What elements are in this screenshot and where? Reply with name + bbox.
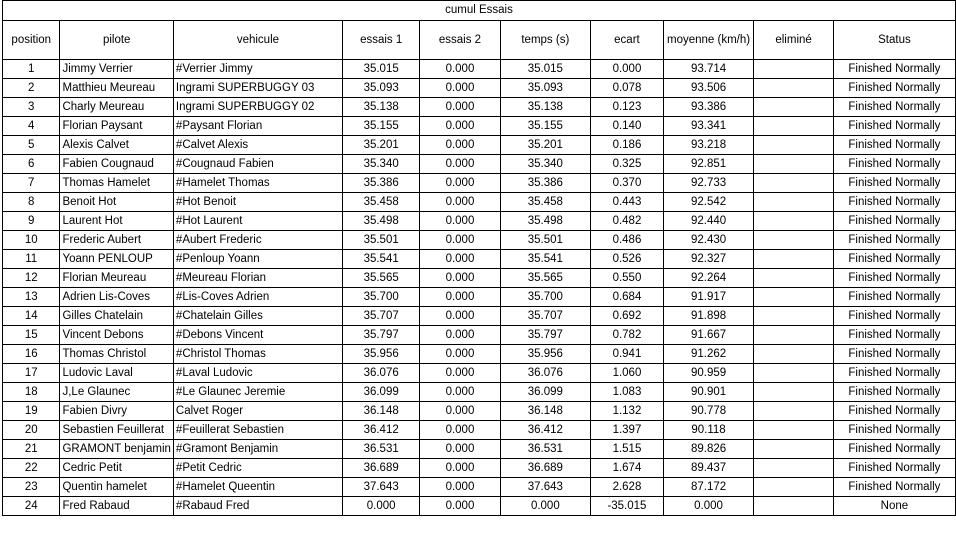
header-status: Status	[833, 21, 955, 60]
table-title: cumul Essais	[3, 1, 956, 21]
cell-essais2: 0.000	[420, 326, 500, 345]
cell-essais2: 0.000	[420, 193, 500, 212]
cell-elimine	[754, 79, 834, 98]
table-row	[3, 79, 956, 98]
cell-moyenne: 90.778	[663, 402, 754, 421]
cell-vehicule: #Gramont Benjamin	[173, 440, 342, 459]
cell-vehicule: #Christol Thomas	[173, 345, 342, 364]
header-elimine: eliminé	[754, 21, 834, 60]
cell-moyenne: 91.262	[663, 345, 754, 364]
cell-elimine	[754, 212, 834, 231]
cell-ecart: 0.000	[591, 60, 664, 79]
header-vehicule: vehicule	[173, 21, 342, 60]
cell-essais2: 0.000	[420, 269, 500, 288]
cell-essais1: 36.531	[342, 440, 419, 459]
cell-status: Finished Normally	[833, 402, 955, 421]
cell-pilote: J,Le Glaunec	[60, 383, 173, 402]
cell-pilote: Thomas Hamelet	[60, 174, 173, 193]
cell-position: 19	[3, 402, 60, 421]
cell-pilote: Jimmy Verrier	[60, 60, 173, 79]
cell-status: Finished Normally	[833, 307, 955, 326]
table-row	[3, 174, 956, 193]
cell-pilote: Alexis Calvet	[60, 136, 173, 155]
cell-moyenne: 93.218	[663, 136, 754, 155]
cell-vehicule: #Laval Ludovic	[173, 364, 342, 383]
header-temps: temps (s)	[500, 21, 591, 60]
cell-elimine	[754, 117, 834, 136]
table-row	[3, 98, 956, 117]
cell-moyenne: 92.327	[663, 250, 754, 269]
cell-essais1: 36.412	[342, 421, 419, 440]
cell-essais1: 35.458	[342, 193, 419, 212]
cell-temps: 35.956	[500, 345, 591, 364]
cell-position: 24	[3, 497, 60, 516]
cell-elimine	[754, 307, 834, 326]
cell-status: Finished Normally	[833, 212, 955, 231]
cell-pilote: Benoit Hot	[60, 193, 173, 212]
table-row	[3, 212, 956, 231]
cell-essais2: 0.000	[420, 497, 500, 516]
cell-ecart: 1.674	[591, 459, 664, 478]
cell-elimine	[754, 231, 834, 250]
cell-vehicule: #Debons Vincent	[173, 326, 342, 345]
cell-temps: 35.340	[500, 155, 591, 174]
cell-pilote: Ludovic Laval	[60, 364, 173, 383]
cell-status: Finished Normally	[833, 326, 955, 345]
cell-moyenne: 90.901	[663, 383, 754, 402]
cell-ecart: 0.782	[591, 326, 664, 345]
cell-essais1: 36.148	[342, 402, 419, 421]
cell-elimine	[754, 288, 834, 307]
cell-essais1: 35.541	[342, 250, 419, 269]
cell-moyenne: 87.172	[663, 478, 754, 497]
cell-pilote: Fabien Divry	[60, 402, 173, 421]
cell-essais2: 0.000	[420, 459, 500, 478]
cell-vehicule: #Feuillerat Sebastien	[173, 421, 342, 440]
cell-ecart: 0.140	[591, 117, 664, 136]
cell-elimine	[754, 459, 834, 478]
cell-vehicule: Calvet Roger	[173, 402, 342, 421]
cell-essais1: 35.093	[342, 79, 419, 98]
cell-temps: 36.148	[500, 402, 591, 421]
cell-temps: 0.000	[500, 497, 591, 516]
cell-essais1: 35.565	[342, 269, 419, 288]
cell-moyenne: 92.851	[663, 155, 754, 174]
header-essais2: essais 2	[420, 21, 500, 60]
cell-status: Finished Normally	[833, 117, 955, 136]
cell-vehicule: #Cougnaud Fabien	[173, 155, 342, 174]
cell-elimine	[754, 136, 834, 155]
cell-essais2: 0.000	[420, 478, 500, 497]
cell-moyenne: 91.667	[663, 326, 754, 345]
cell-moyenne: 0.000	[663, 497, 754, 516]
cell-position: 18	[3, 383, 60, 402]
cell-ecart: 1.397	[591, 421, 664, 440]
cell-essais2: 0.000	[420, 60, 500, 79]
cell-status: Finished Normally	[833, 250, 955, 269]
cell-temps: 35.565	[500, 269, 591, 288]
cell-elimine	[754, 60, 834, 79]
table-row	[3, 440, 956, 459]
cell-temps: 35.155	[500, 117, 591, 136]
cell-vehicule: #Aubert Frederic	[173, 231, 342, 250]
cell-essais2: 0.000	[420, 212, 500, 231]
cell-temps: 35.458	[500, 193, 591, 212]
cell-position: 13	[3, 288, 60, 307]
cell-position: 21	[3, 440, 60, 459]
cell-ecart: 0.482	[591, 212, 664, 231]
cell-temps: 36.412	[500, 421, 591, 440]
cell-status: Finished Normally	[833, 288, 955, 307]
table-row	[3, 117, 956, 136]
cell-moyenne: 92.264	[663, 269, 754, 288]
cell-vehicule: #Calvet Alexis	[173, 136, 342, 155]
header-position: position	[3, 21, 60, 60]
cell-status: Finished Normally	[833, 98, 955, 117]
cell-elimine	[754, 421, 834, 440]
cell-elimine	[754, 250, 834, 269]
cell-temps: 35.501	[500, 231, 591, 250]
cell-pilote: Fred Rabaud	[60, 497, 173, 516]
cell-status: Finished Normally	[833, 421, 955, 440]
cell-temps: 35.797	[500, 326, 591, 345]
cell-temps: 35.707	[500, 307, 591, 326]
cell-status: Finished Normally	[833, 269, 955, 288]
header-essais1: essais 1	[342, 21, 419, 60]
cell-essais1: 35.700	[342, 288, 419, 307]
table-row	[3, 364, 956, 383]
cell-temps: 37.643	[500, 478, 591, 497]
cell-moyenne: 92.542	[663, 193, 754, 212]
cell-elimine	[754, 364, 834, 383]
cell-essais1: 35.956	[342, 345, 419, 364]
cell-essais1: 0.000	[342, 497, 419, 516]
cell-ecart: 0.123	[591, 98, 664, 117]
cell-elimine	[754, 497, 834, 516]
cell-elimine	[754, 326, 834, 345]
cell-status: Finished Normally	[833, 174, 955, 193]
table-row	[3, 60, 956, 79]
cell-moyenne: 90.959	[663, 364, 754, 383]
cell-essais1: 35.498	[342, 212, 419, 231]
cell-essais2: 0.000	[420, 421, 500, 440]
cell-moyenne: 92.430	[663, 231, 754, 250]
cell-ecart: 0.486	[591, 231, 664, 250]
cell-pilote: Yoann PENLOUP	[60, 250, 173, 269]
cell-essais2: 0.000	[420, 383, 500, 402]
cell-moyenne: 89.437	[663, 459, 754, 478]
cell-position: 12	[3, 269, 60, 288]
cell-essais2: 0.000	[420, 402, 500, 421]
cell-position: 14	[3, 307, 60, 326]
cell-essais1: 35.797	[342, 326, 419, 345]
cell-pilote: Cedric Petit	[60, 459, 173, 478]
cell-essais2: 0.000	[420, 155, 500, 174]
header-pilote: pilote	[60, 21, 173, 60]
cell-position: 15	[3, 326, 60, 345]
cell-pilote: Fabien Cougnaud	[60, 155, 173, 174]
cell-vehicule: #Paysant Florian	[173, 117, 342, 136]
cell-essais1: 36.099	[342, 383, 419, 402]
cell-essais2: 0.000	[420, 98, 500, 117]
cell-position: 3	[3, 98, 60, 117]
cell-vehicule: Ingrami SUPERBUGGY 03	[173, 79, 342, 98]
cell-ecart: 2.628	[591, 478, 664, 497]
cell-position: 4	[3, 117, 60, 136]
cell-ecart: 1.515	[591, 440, 664, 459]
table-row	[3, 269, 956, 288]
cell-pilote: Quentin hamelet	[60, 478, 173, 497]
cell-position: 10	[3, 231, 60, 250]
cell-pilote: Frederic Aubert	[60, 231, 173, 250]
cell-essais1: 36.689	[342, 459, 419, 478]
cell-moyenne: 91.898	[663, 307, 754, 326]
cell-status: Finished Normally	[833, 383, 955, 402]
cell-moyenne: 93.341	[663, 117, 754, 136]
cell-position: 11	[3, 250, 60, 269]
cell-essais2: 0.000	[420, 136, 500, 155]
cell-vehicule: #Penloup Yoann	[173, 250, 342, 269]
cell-essais1: 35.201	[342, 136, 419, 155]
cell-ecart: 0.692	[591, 307, 664, 326]
table-row	[3, 307, 956, 326]
cell-pilote: Florian Paysant	[60, 117, 173, 136]
cell-ecart: 0.684	[591, 288, 664, 307]
results-table	[2, 0, 956, 516]
cell-position: 6	[3, 155, 60, 174]
cell-position: 17	[3, 364, 60, 383]
cell-pilote: GRAMONT benjamin	[60, 440, 173, 459]
table-row	[3, 136, 956, 155]
cell-essais1: 35.155	[342, 117, 419, 136]
cell-vehicule: #Hot Benoit	[173, 193, 342, 212]
cell-position: 5	[3, 136, 60, 155]
cell-essais1: 35.015	[342, 60, 419, 79]
cell-vehicule: #Hot Laurent	[173, 212, 342, 231]
cell-status: Finished Normally	[833, 155, 955, 174]
cell-position: 7	[3, 174, 60, 193]
cell-position: 16	[3, 345, 60, 364]
cell-ecart: 1.132	[591, 402, 664, 421]
cell-pilote: Gilles Chatelain	[60, 307, 173, 326]
cell-moyenne: 92.440	[663, 212, 754, 231]
cell-vehicule: #Rabaud Fred	[173, 497, 342, 516]
cell-ecart: 1.060	[591, 364, 664, 383]
cell-position: 20	[3, 421, 60, 440]
cell-status: Finished Normally	[833, 440, 955, 459]
cell-essais2: 0.000	[420, 307, 500, 326]
cell-pilote: Florian Meureau	[60, 269, 173, 288]
cell-moyenne: 93.714	[663, 60, 754, 79]
cell-ecart: -35.015	[591, 497, 664, 516]
cell-ecart: 0.325	[591, 155, 664, 174]
cell-vehicule: #Lis-Coves Adrien	[173, 288, 342, 307]
cell-essais2: 0.000	[420, 79, 500, 98]
table-row	[3, 326, 956, 345]
cell-temps: 35.138	[500, 98, 591, 117]
cell-essais2: 0.000	[420, 174, 500, 193]
cell-elimine	[754, 193, 834, 212]
cell-essais1: 35.138	[342, 98, 419, 117]
cell-ecart: 0.370	[591, 174, 664, 193]
cell-essais2: 0.000	[420, 288, 500, 307]
cell-elimine	[754, 98, 834, 117]
cell-pilote: Sebastien Feuillerat	[60, 421, 173, 440]
cell-temps: 35.201	[500, 136, 591, 155]
cell-temps: 35.700	[500, 288, 591, 307]
cell-vehicule: #Hamelet Thomas	[173, 174, 342, 193]
cell-vehicule: #Chatelain Gilles	[173, 307, 342, 326]
table-row	[3, 459, 956, 478]
cell-ecart: 0.526	[591, 250, 664, 269]
cell-pilote: Adrien Lis-Coves	[60, 288, 173, 307]
cell-pilote: Laurent Hot	[60, 212, 173, 231]
cell-position: 22	[3, 459, 60, 478]
table-row	[3, 478, 956, 497]
cell-position: 1	[3, 60, 60, 79]
cell-position: 9	[3, 212, 60, 231]
cell-moyenne: 93.506	[663, 79, 754, 98]
cell-ecart: 0.078	[591, 79, 664, 98]
cell-status: Finished Normally	[833, 60, 955, 79]
cell-temps: 35.093	[500, 79, 591, 98]
cell-status: Finished Normally	[833, 364, 955, 383]
cell-pilote: Charly Meureau	[60, 98, 173, 117]
cell-status: Finished Normally	[833, 478, 955, 497]
cell-pilote: Thomas Christol	[60, 345, 173, 364]
cell-essais2: 0.000	[420, 345, 500, 364]
cell-vehicule: #Verrier Jimmy	[173, 60, 342, 79]
cell-moyenne: 91.917	[663, 288, 754, 307]
table-body	[3, 60, 956, 516]
table-row	[3, 231, 956, 250]
table-row	[3, 497, 956, 516]
cell-position: 2	[3, 79, 60, 98]
cell-temps: 36.531	[500, 440, 591, 459]
cell-essais1: 35.707	[342, 307, 419, 326]
cell-temps: 35.015	[500, 60, 591, 79]
cell-status: Finished Normally	[833, 345, 955, 364]
cell-vehicule: #Le Glaunec Jeremie	[173, 383, 342, 402]
cell-essais1: 35.501	[342, 231, 419, 250]
table-row	[3, 402, 956, 421]
cell-elimine	[754, 174, 834, 193]
cell-temps: 36.689	[500, 459, 591, 478]
table-row	[3, 250, 956, 269]
cell-elimine	[754, 269, 834, 288]
cell-position: 23	[3, 478, 60, 497]
table-row	[3, 193, 956, 212]
cell-vehicule: #Petit Cedric	[173, 459, 342, 478]
cell-ecart: 1.083	[591, 383, 664, 402]
cell-status: Finished Normally	[833, 79, 955, 98]
cell-essais1: 35.340	[342, 155, 419, 174]
cell-elimine	[754, 440, 834, 459]
cell-essais2: 0.000	[420, 231, 500, 250]
cell-moyenne: 92.733	[663, 174, 754, 193]
cell-status: Finished Normally	[833, 459, 955, 478]
cell-vehicule: #Meureau Florian	[173, 269, 342, 288]
cell-ecart: 0.443	[591, 193, 664, 212]
cell-essais1: 37.643	[342, 478, 419, 497]
cell-temps: 35.386	[500, 174, 591, 193]
table-row	[3, 345, 956, 364]
cell-temps: 35.541	[500, 250, 591, 269]
cell-pilote: Vincent Debons	[60, 326, 173, 345]
cell-pilote: Matthieu Meureau	[60, 79, 173, 98]
cell-vehicule: #Hamelet Queentin	[173, 478, 342, 497]
cell-status: Finished Normally	[833, 193, 955, 212]
cell-elimine	[754, 155, 834, 174]
cell-elimine	[754, 383, 834, 402]
table-row	[3, 288, 956, 307]
table-row	[3, 383, 956, 402]
cell-ecart: 0.550	[591, 269, 664, 288]
cell-moyenne: 93.386	[663, 98, 754, 117]
cell-vehicule: Ingrami SUPERBUGGY 02	[173, 98, 342, 117]
cell-temps: 36.099	[500, 383, 591, 402]
cell-essais1: 35.386	[342, 174, 419, 193]
cell-temps: 35.498	[500, 212, 591, 231]
cell-elimine	[754, 345, 834, 364]
cell-essais2: 0.000	[420, 117, 500, 136]
cell-moyenne: 90.118	[663, 421, 754, 440]
cell-essais2: 0.000	[420, 440, 500, 459]
cell-status: None	[833, 497, 955, 516]
header-ecart: ecart	[591, 21, 664, 60]
cell-elimine	[754, 478, 834, 497]
header-moyenne: moyenne (km/h)	[663, 21, 754, 60]
cell-status: Finished Normally	[833, 136, 955, 155]
cell-elimine	[754, 402, 834, 421]
cell-essais2: 0.000	[420, 250, 500, 269]
cell-moyenne: 89.826	[663, 440, 754, 459]
cell-position: 8	[3, 193, 60, 212]
table-row	[3, 421, 956, 440]
cell-essais2: 0.000	[420, 364, 500, 383]
cell-temps: 36.076	[500, 364, 591, 383]
cell-ecart: 0.186	[591, 136, 664, 155]
cell-status: Finished Normally	[833, 231, 955, 250]
cell-essais1: 36.076	[342, 364, 419, 383]
table-row	[3, 155, 956, 174]
cell-ecart: 0.941	[591, 345, 664, 364]
